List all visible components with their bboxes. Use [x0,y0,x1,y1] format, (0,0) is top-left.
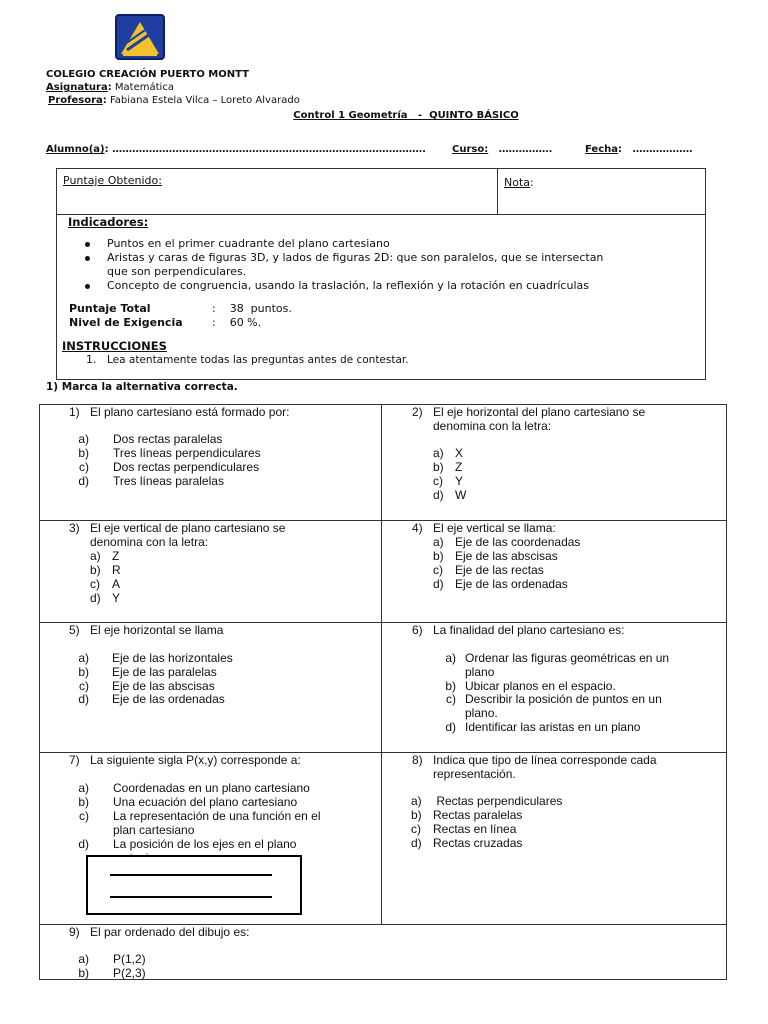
line-1 [110,874,272,876]
option-letter: d) [433,577,444,591]
question-number: 6) [412,623,423,637]
curso-blank: ……………. [498,144,553,155]
option-letter: d) [445,720,456,734]
parallel-lines-figure [86,855,302,915]
option-letter: b) [445,679,456,693]
option-letter: c) [79,460,89,474]
indicator-1: Puntos en el primer cuadrante del plano cartesiano [107,237,390,250]
curso-label: Curso: [452,144,489,155]
question-number: 9) [69,925,80,939]
instruccion-1: Lea atentamente todas las preguntas antes de contestar. [107,354,409,366]
option-letter: c) [433,474,443,488]
option-d[interactable]: Eje de las ordenadas [455,577,568,591]
option-letter: c) [79,809,89,823]
option-c-cont: plan cartesiano [113,823,195,837]
instrucciones-label: INSTRUCCIONES [62,339,167,353]
option-c-cont: plano. [465,706,498,720]
bullet-icon [85,256,90,261]
question-text: El eje vertical de plano cartesiano se [90,521,286,535]
option-c[interactable]: Rectas en línea [433,822,517,836]
puntaje-total-value: : 38 puntos. [212,302,292,315]
option-letter: a) [78,651,89,665]
question-number: 1) [69,405,80,419]
school-name: COLEGIO CREACIÓN PUERTO MONTT [46,69,250,80]
option-c[interactable]: La representación de una función en el [113,809,321,823]
section-1-title: 1) Marca la alternativa correcta. [46,381,238,393]
alumno-label: Alumno(a) [46,144,105,155]
question-text: Indica que tipo de línea corresponde cada [433,753,657,767]
question-number: 7) [69,753,80,767]
option-b[interactable]: Z [455,460,463,474]
indicator-2: Aristas y caras de figuras 3D, y lados de figuras 2D: que son paralelos, que se intersectan [107,251,604,264]
option-letter: c) [411,822,421,836]
option-letter: a) [411,794,422,808]
curso-field[interactable] [452,143,552,156]
option-d[interactable]: Eje de las ordenadas [112,692,225,706]
fecha-label: Fecha [585,144,619,155]
question-text: La finalidad del plano cartesiano es: [433,623,625,637]
question-text: La siguiente sigla P(x,y) corresponde a: [90,753,301,767]
question-text: El par ordenado del dibujo es: [90,925,250,939]
option-a[interactable]: Z [112,549,120,563]
option-b[interactable]: P(2,3) [113,966,146,980]
option-letter: a) [433,535,444,549]
option-c[interactable]: Describir la posición de puntos en un [465,692,662,706]
score-divider [56,214,706,215]
option-a[interactable]: Rectas perpendiculares [433,794,563,808]
option-letter: c) [433,563,443,577]
school-logo [115,14,165,60]
subject-value: Matemática [114,82,174,93]
option-letter: d) [78,692,89,706]
alumno-blank: …………………………………………………………………………………. [112,144,426,155]
question-text: representación. [433,767,516,781]
instruccion-number: 1. [86,353,97,366]
teacher-label: Profesora [48,95,103,106]
question-text: El plano cartesiano está formado por: [90,405,290,419]
nivel-exigencia-label: Nivel de Exigencia [69,316,183,329]
option-letter: a) [78,432,89,446]
question-number: 2) [412,405,423,419]
option-b[interactable]: Ubicar planos en el espacio. [465,679,616,693]
puntaje-obtenido-label: Puntaje Obtenido: [63,174,162,187]
question-number: 3) [69,521,80,535]
indicator-3: Concepto de congruencia, usando la traslación, la reflexión y la rotación en cuadrículas [107,279,589,292]
bullet-icon [85,242,90,247]
option-letter: d) [411,836,422,850]
question-text: El eje horizontal se llama [90,623,224,637]
grid-col-divider [381,404,382,924]
indicadores-label: Indicadores: [68,215,149,229]
option-letter: b) [433,549,444,563]
nota-divider [497,168,498,215]
option-b[interactable]: Eje de las paralelas [112,665,217,679]
option-letter: a) [90,549,101,563]
subject-label: Asignatura [46,82,108,93]
question-text: El eje vertical se llama: [433,521,556,535]
option-letter: a) [78,952,89,966]
option-letter: a) [433,446,444,460]
option-letter: b) [78,665,89,679]
teacher-line: Profesora: Fabiana Estela Vilca – Loreto Alvarado [48,95,300,106]
option-letter: d) [78,474,89,488]
fecha-field[interactable]: Fecha: ……………… [585,144,693,155]
teacher-value: Fabiana Estela Vilca – Loreto Alvarado [109,95,300,106]
puntaje-total-label: Puntaje Total [69,302,151,315]
option-letter: d) [90,591,101,605]
option-letter: d) [433,488,444,502]
question-number: 8) [412,753,423,767]
option-c[interactable]: Y [455,474,464,488]
exam-title: Control 1 Geometría - QUINTO BÁSICO [293,110,519,121]
subject-line: Asignatura: Matemática [46,82,174,93]
option-b[interactable]: Eje de las abscisas [455,549,558,563]
option-letter: b) [411,808,422,822]
option-b[interactable]: Una ecuación del plano cartesiano [113,795,298,809]
bullet-icon [85,284,90,289]
option-a[interactable]: X [455,446,464,460]
option-letter: c) [90,577,100,591]
option-a-cont: plano [465,665,495,679]
option-letter: b) [78,446,89,460]
option-letter: b) [78,795,89,809]
option-d[interactable]: Y [112,591,121,605]
nivel-exigencia-value: : 60 %. [212,316,262,329]
question-number: 5) [69,623,80,637]
option-letter: c) [79,679,89,693]
option-letter: c) [446,692,456,706]
option-c[interactable]: Eje de las rectas [455,563,544,577]
nota-field[interactable]: Nota: [504,176,534,189]
nota-label: Nota [504,176,531,189]
question-text: El eje horizontal del plano cartesiano se [433,405,646,419]
option-d[interactable]: Tres líneas paralelas [113,474,224,488]
option-a[interactable]: Dos rectas paralelas [113,432,223,446]
question-text: denomina con la letra: [433,419,552,433]
option-b[interactable]: Rectas paralelas [433,808,523,822]
option-b[interactable]: R [112,563,121,577]
option-letter: b) [433,460,444,474]
option-a[interactable]: Eje de las horizontales [112,651,233,665]
option-d[interactable]: La posición de los ejes en el plano [113,837,297,851]
option-a[interactable]: Coordenadas en un plano cartesiano [113,781,310,795]
fecha-blank: ……………… [632,144,693,155]
question-number: 4) [412,521,423,535]
option-letter: d) [78,837,89,851]
option-d[interactable]: Rectas cruzadas [433,836,523,850]
alumno-field[interactable]: Alumno(a): …………………………………………………………………………………. [46,144,426,155]
indicator-2-cont: que son perpendiculares. [107,265,247,278]
option-b[interactable]: Tres líneas perpendiculares [113,446,261,460]
option-d[interactable]: W [455,488,467,502]
option-a[interactable]: Ordenar las figuras geométricas en un [465,651,670,665]
option-letter: a) [78,781,89,795]
option-a[interactable]: P(1,2) [113,952,146,966]
line-2 [110,896,272,898]
option-letter: b) [78,966,89,980]
question-text: denomina con la letra: [90,535,209,549]
option-letter: a) [445,651,456,665]
option-d[interactable]: Identificar las aristas en un plano [465,720,641,734]
option-c[interactable]: Dos rectas perpendiculares [113,460,260,474]
option-a[interactable]: Eje de las coordenadas [455,535,581,549]
option-c[interactable]: A [112,577,121,591]
option-c[interactable]: Eje de las abscisas [112,679,215,693]
option-letter: b) [90,563,101,577]
